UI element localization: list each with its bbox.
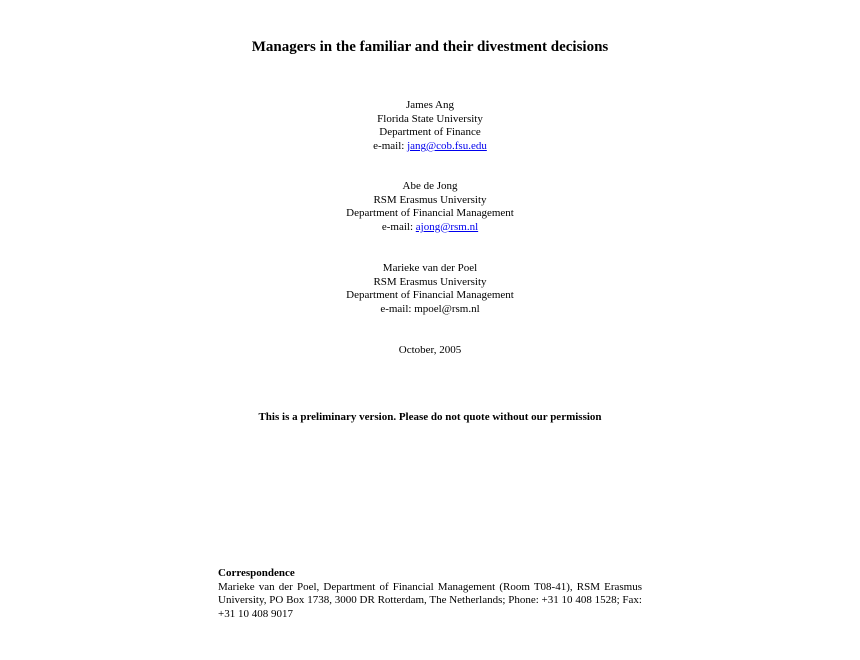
author-email-line — [0, 303, 860, 317]
author-email-link[interactable]: jang@cob.fsu.edu — [407, 139, 487, 152]
author-department: Department of Finance — [379, 126, 481, 139]
preliminary-notice: This is a preliminary version. Please do not quote without our permission — [258, 411, 602, 423]
author-block-1 — [0, 99, 860, 153]
author-department: Department of Financial Management — [346, 207, 514, 220]
correspondence-section — [218, 567, 642, 621]
author-name: James Ang — [406, 99, 454, 111]
author-block-2 — [0, 180, 860, 234]
author-email-line — [0, 140, 860, 154]
author-email-line — [0, 221, 860, 235]
correspondence-heading: Correspondence — [218, 567, 295, 579]
author-block-3 — [0, 262, 860, 316]
correspondence-text: Marieke van der Poel, Department of Financial Management (Room T08-41), RSM Erasmus University, PO Box 1738, 3000 DR Rotterdam, The Netherlands; Phone: +31 10 408 1528; Fax: +31 10 408 9017 — [218, 580, 642, 620]
paper-title: Managers in the familiar and their divestment decisions — [251, 39, 609, 55]
email-prefix: e-mail: — [373, 139, 408, 152]
author-name: Abe de Jong — [402, 180, 458, 192]
author-email-text: mpoel@rsm.nl — [414, 302, 480, 315]
author-name: Marieke van der Poel — [382, 262, 478, 274]
email-prefix: e-mail: — [381, 220, 416, 233]
author-affiliation: Florida State University — [377, 112, 483, 125]
paper-date: October, 2005 — [398, 344, 462, 356]
author-department: Department of Financial Management — [346, 289, 514, 302]
email-prefix: e-mail: — [380, 302, 415, 315]
author-affiliation: RSM Erasmus University — [373, 275, 487, 288]
author-affiliation: RSM Erasmus University — [373, 193, 487, 206]
author-email-link[interactable]: ajong@rsm.nl — [415, 220, 479, 233]
